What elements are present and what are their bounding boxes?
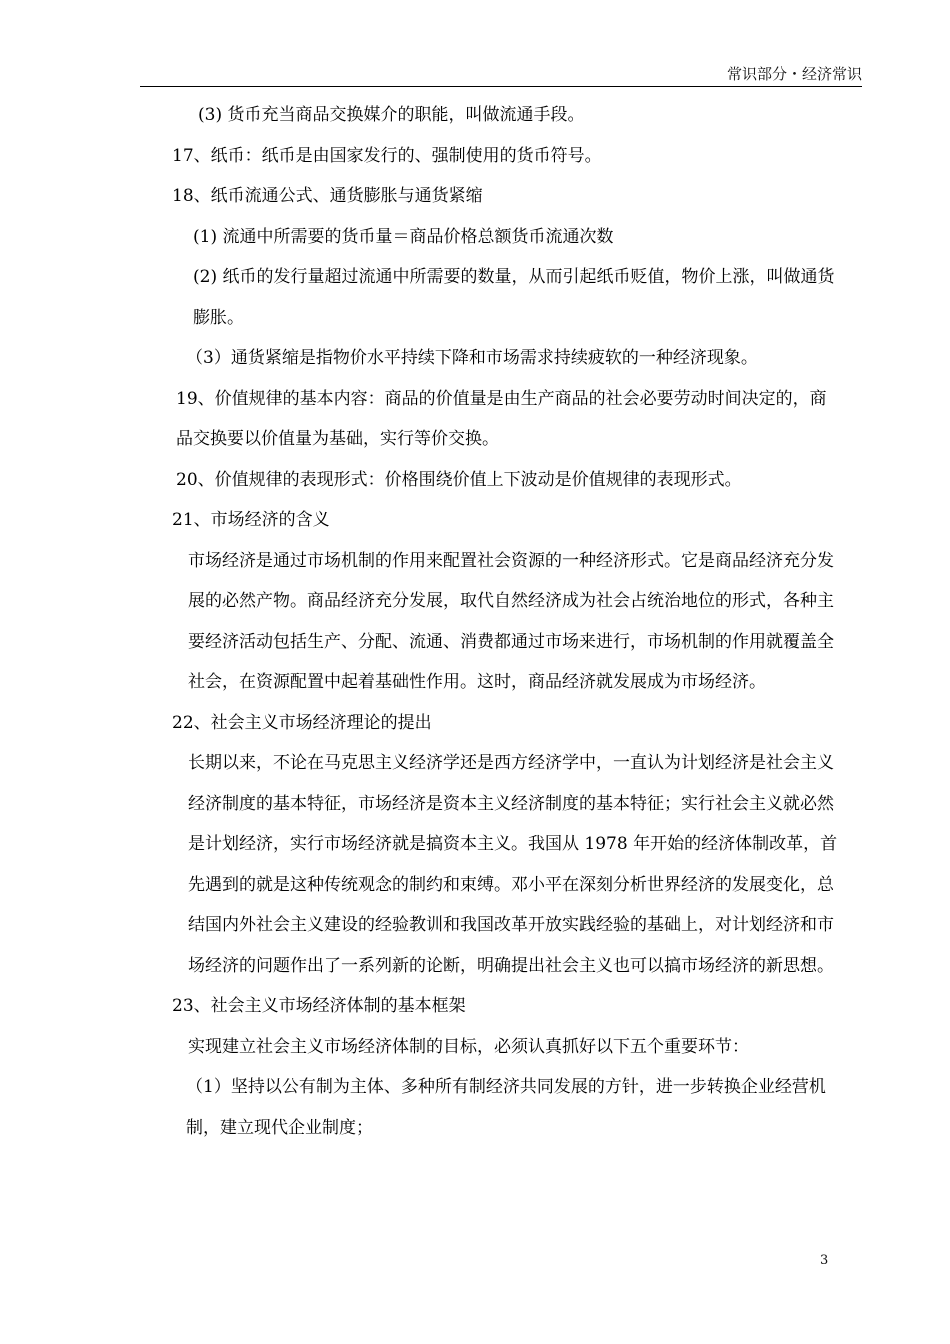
heading-21-market-economy: 21、市场经济的含义 [172, 510, 330, 530]
paragraph-market-economy: 市场经济是通过市场机制的作用来配置社会资源的一种经济形式。它是商品经济充分发展的必然产物。商品经济充分发展，取代自然经济成为社会占统治地位的形式，各种主要经济活动包括生产、分配、流通、消费都通过市场来进行，市场机制的作用就覆盖全社会，在资源配置中起着基础性作用。这时，商品经济就发展成为市场经济。 [188, 550, 834, 692]
paragraph-money-formula: (1) 流通中所需要的货币量＝商品价格总额货币流通次数 [193, 226, 614, 247]
heading-22-socialist-market-theory: 22、社会主义市场经济理论的提出 [172, 712, 432, 733]
paragraph-inflation: (2) 纸币的发行量超过流通中所需要的数量，从而引起纸币贬值，物价上涨，叫做通货膨胀。 [193, 267, 835, 328]
heading-23-framework: 23、社会主义市场经济体制的基本框架 [172, 996, 466, 1016]
heading-18-paper-money-formula: 18、纸币流通公式、通货膨胀与通货紧缩 [172, 186, 483, 206]
running-header: 常识部分・经济常识 [726, 65, 862, 83]
paragraph-socialist-market-theory: 长期以来，不论在马克思主义经济学还是西方经济学中，一直认为计划经济是社会主义经济制度的基本特征，市场经济是资本主义经济制度的基本特征；实行社会主义就必然是计划经济，实行市场经济就是搞资本主义。我国从 1978 年开始的经济体制改革，首先遇到的就是这种传统观念的制约和束缚。邓小平在深刻分析世界经济的发展变化，总结国内外社会主义建设的经验教训和我国改革开放实践经验的基础上，对计划经济和市场经济的问题作出了一系列新的论断，明确提出社会主义也可以搞市场经济的新思想。 [188, 753, 838, 976]
paragraph-19-law-of-value: 19、价值规律的基本内容：商品的价值量是由生产商品的社会必要劳动时间决定的，商品交换要以价值量为基础，实行等价交换。 [176, 388, 827, 449]
paragraph-17-paper-money: 17、纸币：纸币是由国家发行的、强制使用的货币符号。 [172, 145, 602, 166]
page-number: 3 [820, 1253, 829, 1268]
paragraph-public-ownership: （1）坚持以公有制为主体、多种所有制经济共同发展的方针，进一步转换企业经营机制，建立现代企业制度； [186, 1077, 826, 1138]
paragraph-deflation: （3）通货紧缩是指物价水平持续下降和市场需求持续疲软的一种经济现象。 [186, 348, 758, 368]
header-divider [140, 86, 862, 87]
document-body [148, 95, 838, 1148]
paragraph-currency-circulation: (3) 货币充当商品交换媒介的职能，叫做流通手段。 [198, 105, 585, 125]
paragraph-20-law-of-value-form: 20、价值规律的表现形式：价格围绕价值上下波动是价值规律的表现形式。 [176, 469, 742, 490]
paragraph-five-links: 实现建立社会主义市场经济体制的目标，必须认真抓好以下五个重要环节： [188, 1036, 749, 1057]
